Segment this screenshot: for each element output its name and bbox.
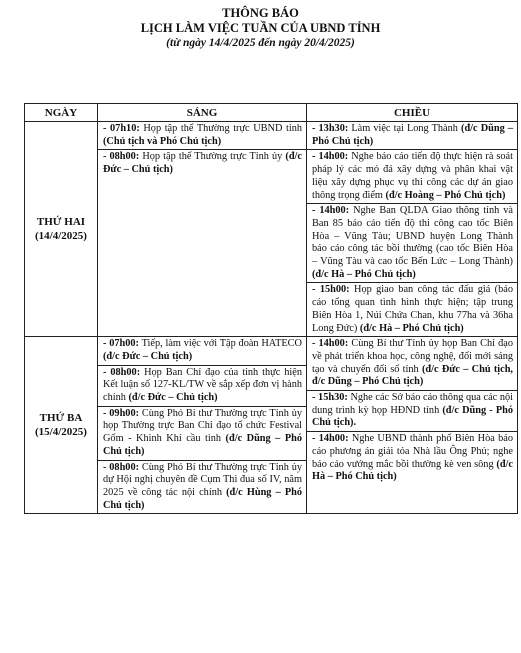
schedule-entry (98, 366, 306, 407)
schedule-entry (307, 337, 517, 391)
entry-time: - 15h00: (312, 284, 350, 296)
schedule-entry (98, 461, 306, 514)
schedule-entry (307, 150, 517, 204)
entry-text: Nghe báo cáo tiến độ thực hiện rà soát pháp lý các mỏ đá xây dựng và phân khai vật liệu xây dựng phục vụ thi công các dự án giao thông trọng điểm (312, 151, 513, 201)
entry-text: Làm việc tại Long Thành (348, 123, 462, 134)
schedule-entry (307, 122, 517, 150)
entry-leader: (đ/c Hà – Phó Chủ tịch) (312, 458, 513, 483)
entry-leader: (đ/c Đức – Chủ tịch, đ/c Dũng – Phó Chủ tịch) (312, 363, 513, 388)
entry-leader: (đ/c Đức – Chủ tịch) (128, 392, 218, 404)
entry-text: Cùng Phó Bí thư Thường trực Tỉnh ủy họp Thường trực Ban Chỉ đạo tổ chức Festival Gốm - Khinh Khí cầu tỉnh (103, 407, 302, 445)
entry-leader: (đ/c Đức – Chủ tịch) (103, 151, 302, 176)
entry-leader: (đ/c Hà – Phó Chủ tịch) (359, 322, 464, 334)
entry-text: Họp tập thể Thường trực Tỉnh ủy (139, 151, 286, 163)
schedule-entry (307, 283, 517, 336)
entry-time: - 13h30: (312, 123, 349, 134)
day-date: (15/4/2025) (35, 426, 87, 439)
schedule-entry (307, 204, 517, 283)
schedule-entry (98, 407, 306, 461)
entry-text: Họp Ban Chỉ đạo của tỉnh thực hiện Kết luận số 127-KL/TW về sắp xếp đơn vị hành chính (103, 366, 302, 404)
notice-subtitle: LỊCH LÀM VIỆC TUẦN CỦA UBND TỈNH (140, 21, 381, 35)
schedule-entry (307, 432, 517, 485)
entry-text: Họp tập thể Thường trực UBND tỉnh (139, 123, 302, 134)
entry-leader: (đ/c Dũng – Phó Chủ tịch) (103, 433, 302, 457)
morning-cell (98, 122, 307, 337)
morning-cell (98, 337, 307, 514)
entry-time: - 07h00: (103, 338, 139, 350)
entry-leader: (đ/c Hùng – Phó Chủ tịch) (103, 486, 303, 511)
entry-time: - 08h00: (103, 461, 140, 473)
table-row (25, 122, 518, 337)
entry-text: Tiếp, làm việc với Tập đoàn HATECO (138, 338, 302, 350)
entry-leader: (đ/c Dũng - Phó Chủ tịch). (312, 404, 513, 429)
entry-time: - 09h00: (103, 407, 140, 419)
notice-title: THÔNG BÁO (222, 6, 299, 20)
entry-text: Nghe Ban QLDA Giao thông tỉnh và Ban 85 báo cáo tiến độ thi công cao tốc Biên Hòa – Vũng Tàu; UBND huyện Long Thành báo cáo công tác bồi thường (cao tốc Biên Hòa – Vũng Tàu và cao tốc Bến Lức – Long Thành) (312, 205, 513, 268)
entry-leader: (Chủ tịch và Phó Chủ tịch) (103, 135, 222, 147)
column-header-morning: SÁNG (98, 104, 307, 122)
day-name: THỨ BA (39, 412, 83, 425)
entry-leader: (đ/c Hoàng – Phó Chủ tịch) (385, 189, 506, 201)
schedule-entry (307, 391, 517, 432)
day-date: (14/4/2025) (35, 230, 87, 243)
entry-text: Nghe các Sở báo cáo thông qua các nội dung trình kỳ họp HĐND tỉnh (312, 392, 513, 416)
entry-time: - 15h30: (312, 392, 348, 404)
entry-time: - 07h10: (103, 123, 140, 134)
day-name: THỨ HAI (36, 216, 86, 229)
entry-text: Cùng Phó Bí thư Thường trực Tỉnh ủy dự Hội nghị chuyên đề Cụm Thi đua số IV, năm 2025 về công tác nội chính (103, 461, 302, 498)
entry-time: - 14h00: (312, 338, 349, 350)
schedule-entry (98, 150, 306, 177)
entry-time: - 08h00: (103, 151, 140, 163)
entry-text: Nghe UBND thành phố Biên Hòa báo cáo phương án giải tỏa Nhà lầu Ông Phủ; nghe báo cáo vướng mắc bồi thường kè ven sông (312, 433, 513, 470)
entry-time: - 08h00: (103, 366, 141, 378)
entry-leader: (đ/c Hà – Phó Chủ tịch) (312, 268, 416, 280)
entry-leader: (đ/c Đức – Chủ tịch) (103, 350, 193, 362)
date-range: (từ ngày 14/4/2025 đến ngày 20/4/2025) (166, 37, 355, 49)
header-row (25, 104, 518, 122)
entry-time: - 14h00: (312, 433, 349, 445)
day-cell (25, 122, 98, 337)
column-header-afternoon: CHIỀU (307, 104, 518, 122)
entry-time: - 14h00: (312, 151, 349, 163)
day-cell (25, 337, 98, 514)
schedule-entry (98, 122, 306, 150)
entry-text: Họp giao ban công tác đấu giá (báo cáo tổng quan tình hình thực hiện; tập trung Biên Hòa 1, Núi Chứa Chan, khu 77ha và 36ha Long Đức) (312, 284, 513, 334)
entry-leader: (đ/c Dũng – Phó Chủ tịch) (312, 123, 513, 147)
afternoon-cell (307, 337, 518, 514)
column-header-day: NGÀY (25, 104, 98, 122)
entry-time: - 14h00: (312, 205, 350, 217)
entry-text: Cùng Bí thư Tỉnh ủy họp Ban Chỉ đạo về phát triển khoa học, công nghệ, đổi mới sáng tạo và chuyển đổi số tỉnh (312, 338, 513, 375)
afternoon-cell (307, 122, 518, 337)
schedule-entry (98, 337, 306, 365)
document-header (0, 6, 521, 50)
schedule-table (24, 103, 518, 514)
table-row (25, 337, 518, 514)
